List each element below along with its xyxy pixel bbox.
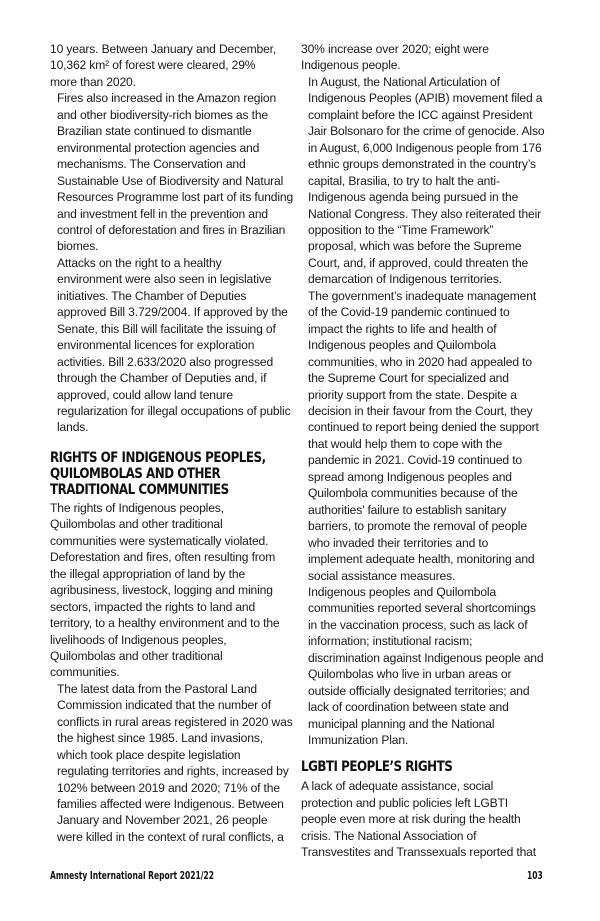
- text-line: Commission indicated that the number of: [57, 698, 271, 713]
- text-line: spread among Indigenous peoples and: [308, 469, 512, 484]
- paragraph: [50, 90, 302, 255]
- text-line: priority support from the state. Despite a: [308, 387, 517, 402]
- text-line: who invaded their territories and to: [308, 535, 489, 550]
- text-line: the illegal appropriation of land by the: [50, 566, 246, 581]
- text-line: of the Covid-19 pandemic continued to: [308, 305, 510, 320]
- text-line: conflicts in rural areas registered in 2020 was: [57, 714, 293, 729]
- text-line: and other biodiversity-rich biomes as the: [57, 107, 268, 122]
- text-line: 10 years. Between January and December,: [50, 42, 277, 56]
- text-line: communities were systematically violated.: [50, 533, 269, 548]
- text-line: Attacks on the right to a healthy: [57, 255, 222, 270]
- text-line: 10,362 km² of forest were cleared, 29%: [50, 58, 256, 73]
- text-line: discrimination against Indigenous people and: [308, 650, 544, 665]
- text-line: QUILOMBOLAS AND OTHER: [50, 465, 221, 482]
- text-line: Deforestation and fires, often resulting from: [50, 550, 276, 565]
- paragraph: [301, 778, 541, 860]
- text-line: proposal, which was before the Supreme: [308, 239, 522, 254]
- paragraph: [301, 288, 541, 584]
- text-line: in the vaccination process, such as lack of: [308, 617, 528, 632]
- text-line: authorities’ failure to establish sanitary: [308, 502, 507, 517]
- text-line: opposition to the “Time Framework”: [308, 222, 494, 237]
- text-line: Indigenous peoples and Quilombola: [308, 338, 497, 353]
- text-line: Quilombolas and other traditional: [50, 648, 223, 663]
- text-line: outside officially designated territories; and: [308, 683, 530, 698]
- section-heading-indigenous-rights: [50, 449, 266, 498]
- text-line: Indigenous agenda being pursued in the: [308, 190, 519, 205]
- paragraph: [50, 500, 302, 681]
- text-line: livelihoods of Indigenous peoples,: [50, 632, 227, 647]
- text-line: TRADITIONAL COMMUNITIES: [50, 481, 229, 498]
- paragraph: [301, 584, 544, 749]
- text-line: continued to report being denied the support: [308, 420, 539, 435]
- right-column: [301, 41, 545, 861]
- text-line: RIGHTS OF INDIGENOUS PEOPLES,: [50, 449, 266, 466]
- text-line: communities, who in 2020 had appealed to: [308, 354, 532, 369]
- text-line: environment were also seen in legislative: [57, 272, 272, 287]
- text-line: capital, Brasilia, to try to halt the anti-: [308, 173, 500, 188]
- text-line: The government’s inadequate management: [308, 288, 537, 303]
- text-line: approved, could allow land tenure: [57, 387, 233, 402]
- text-line: The rights of Indigenous peoples,: [50, 500, 224, 515]
- paragraph: [50, 255, 302, 436]
- text-line: the highest since 1985. Land invasions,: [57, 731, 263, 746]
- text-line: impact the rights to life and health of: [308, 321, 497, 336]
- text-line: municipal planning and the National: [308, 716, 495, 731]
- text-line: Transvestites and Transsexuals reported that: [301, 845, 536, 860]
- text-line: Jair Bolsonaro for the crime of genocide. Also: [308, 124, 545, 139]
- text-line: initiatives. The Chamber of Deputies: [57, 288, 247, 303]
- text-line: environmental protection agencies and: [57, 140, 260, 155]
- text-line: agribusiness, livestock, logging and mining: [50, 583, 273, 598]
- text-line: A lack of adequate assistance, social: [301, 779, 494, 794]
- text-line: Quilombolas who live in urban areas or: [308, 667, 512, 682]
- text-line: Quilombola communities because of the: [308, 486, 518, 501]
- text-line: protection and public policies left LGBTI: [301, 795, 508, 810]
- text-line: National Congress. They also reiterated their: [308, 206, 542, 221]
- text-line: Immunization Plan.: [308, 733, 409, 748]
- text-line: families affected were Indigenous. Between: [57, 797, 284, 812]
- text-line: Resources Programme lost part of its funding: [57, 190, 294, 205]
- text-line: communities.: [50, 665, 120, 680]
- text-line: people even more at risk during the health: [301, 812, 521, 827]
- text-line: Court, and, if approved, could threaten the: [308, 255, 529, 270]
- text-line: 30% increase over 2020; eight were: [301, 42, 489, 56]
- page-number: 103: [527, 870, 543, 882]
- text-line: crisis. The National Association of: [301, 828, 477, 843]
- text-line: Indigenous peoples and Quilombola: [308, 584, 497, 599]
- section-heading-lgbti-rights: [301, 759, 498, 775]
- text-line: Brazilian state continued to dismantle: [57, 124, 252, 139]
- text-line: Sustainable Use of Biodiversity and Natural: [57, 173, 284, 188]
- text-line: approved Bill 3.729/2004. If approved by the: [57, 305, 288, 320]
- text-line: Fires also increased in the Amazon region: [57, 91, 277, 106]
- text-line: the Supreme Court for specialized and: [308, 371, 509, 386]
- text-line: In August, the National Articulation of: [308, 74, 500, 89]
- text-line: were killed in the context of rural conflicts, a: [57, 829, 284, 844]
- text-line: that would help them to cope with the: [308, 436, 503, 451]
- text-line: demarcation of Indigenous territories.: [308, 272, 502, 287]
- text-line: complaint before the ICC against President: [308, 107, 533, 122]
- text-line: barriers, to promote the removal of people: [308, 519, 527, 534]
- left-column: [50, 41, 302, 845]
- text-line: environmental licences for exploration: [57, 338, 255, 353]
- paragraph: [50, 681, 302, 846]
- text-line: control of deforestation and fires in Brazilian: [57, 222, 286, 237]
- text-line: territory, to a healthy environment and to the: [50, 616, 280, 631]
- text-line: lands.: [57, 420, 89, 435]
- text-line: information; institutional racism;: [308, 634, 473, 649]
- paragraph: [301, 74, 545, 288]
- text-line: more than 2020.: [50, 74, 136, 89]
- text-line: in August, 6,000 Indigenous people from 176: [308, 140, 542, 155]
- text-line: decision in their favour from the Court, they: [308, 403, 533, 418]
- text-line: Quilombolas and other traditional: [50, 517, 223, 532]
- footer-report-title: Amnesty International Report 2021/22: [50, 870, 215, 882]
- paragraph: [301, 41, 541, 74]
- text-line: lack of coordination between state and: [308, 700, 509, 715]
- text-line: and investment fell in the prevention and: [57, 206, 269, 221]
- text-line: regularization for illegal occupations of public: [57, 403, 291, 418]
- text-line: social assistance measures.: [308, 568, 456, 583]
- text-line: The latest data from the Pastoral Land: [57, 681, 258, 696]
- text-line: through the Chamber of Deputies and, if: [57, 371, 267, 386]
- text-line: 102% between 2019 and 2020; 71% of the: [57, 780, 280, 795]
- text-line: ethnic groups demonstrated in the country’s: [308, 157, 536, 172]
- text-line: Indigenous people.: [301, 58, 401, 73]
- text-line: LGBTI PEOPLE’S RIGHTS: [301, 759, 453, 776]
- paragraph: [50, 41, 302, 90]
- text-line: communities reported several shortcomings: [308, 601, 536, 616]
- text-line: January and November 2021, 26 people: [57, 813, 268, 828]
- text-line: regulating territories and rights, increased by: [57, 764, 289, 779]
- text-line: mechanisms. The Conservation and: [57, 157, 246, 172]
- text-line: pandemic in 2021. Covid-19 continued to: [308, 453, 522, 468]
- text-line: implement adequate health, monitoring and: [308, 552, 535, 567]
- text-line: which took place despite legislation: [57, 747, 241, 762]
- text-line: sectors, impacted the rights to land and: [50, 599, 256, 614]
- text-line: Indigenous Peoples (APIB) movement filed a: [308, 91, 543, 106]
- text-line: Senate, this Bill will facilitate the issuing of: [57, 321, 276, 336]
- text-line: biomes.: [57, 239, 99, 254]
- text-line: activities. Bill 2.633/2020 also progressed: [57, 354, 274, 369]
